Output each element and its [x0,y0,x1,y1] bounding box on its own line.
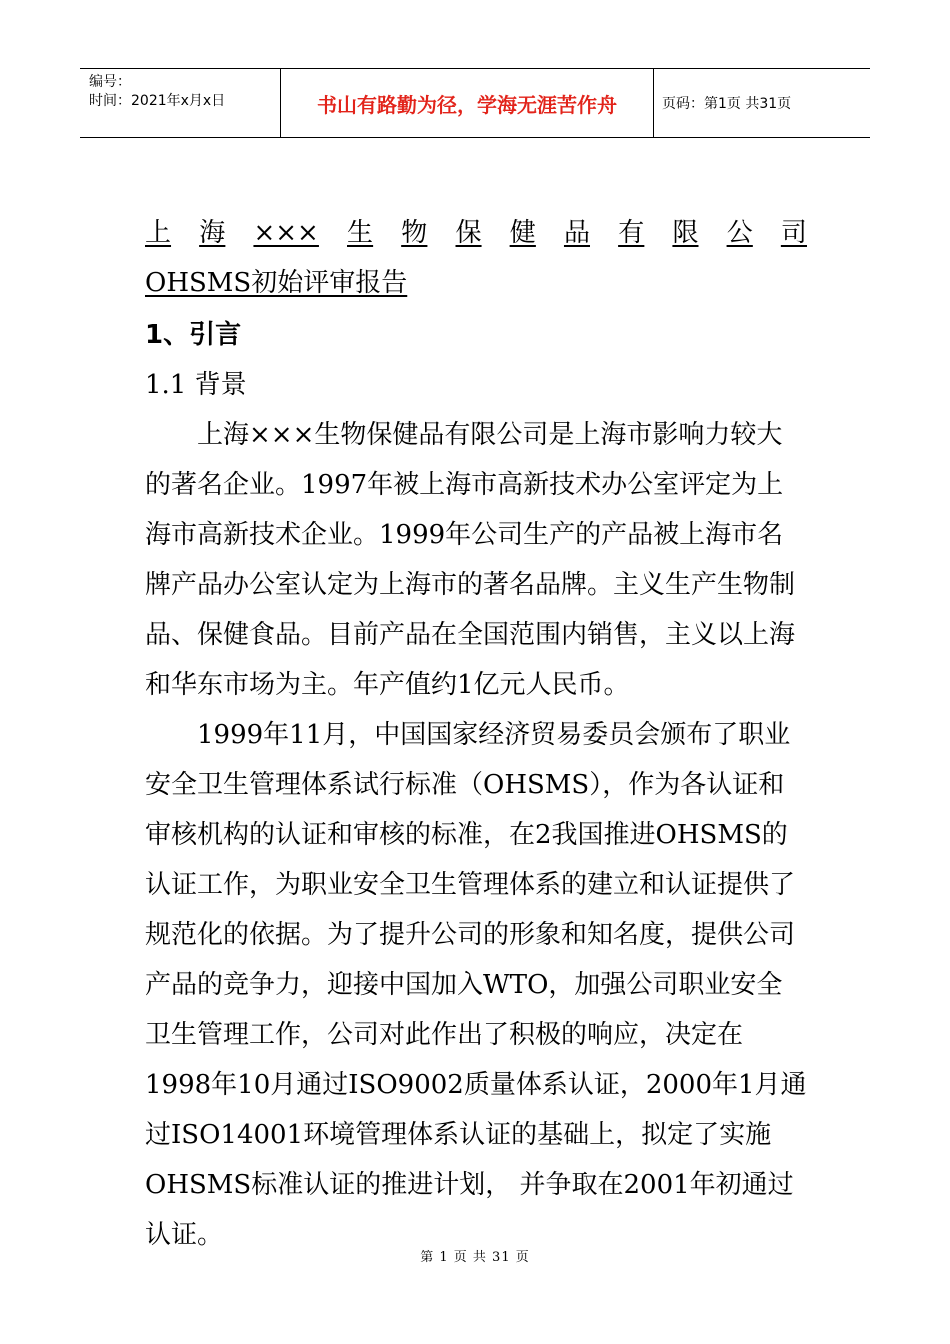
title-char: 上 [145,218,172,248]
header-meta [80,69,281,137]
body-paragraph: 1999年11月，中国国家经济贸易委员会颁布了职业安全卫生管理体系试行标准（OHSMS），作为各认证和审核机构的认证和审核的标准，在2我国推进OHSMS的认证工作，为职业安全卫生管理体系的建立和认证提供了规范化的依据。为了提升公司的形象和知名度，提供公司产品的竞争力，迎接中国加入WTO，加强公司职业安全卫生管理工作，公司对此作出了积极的响应，决定在1998年10月通过ISO9002质量体系认证，2000年1月通过ISO14001环境管理体系认证的基础上，拟定了实施OHSMS标准认证的推进计划， 并争取在2001年初通过认证。 [145,720,807,1250]
header-motto: 书山有路勤为径，学海无涯苦作舟 [281,69,654,137]
title-char: 生 [347,218,374,248]
title-char: 司 [780,218,807,248]
page-header [80,68,870,138]
title-char: 品 [563,218,590,248]
title-char: 限 [672,218,699,248]
document-title-line1 [145,208,807,258]
document-number-label: 编号： [89,74,131,90]
title-char: 公 [726,218,753,248]
title-char: 海 [199,218,226,248]
title-char: 健 [509,218,536,248]
document-body [145,208,807,1260]
body-paragraph: 上海×××生物保健品有限公司是上海市影响力较大的著名企业。1997年被上海市高新技术办公室评定为上海市高新技术企业。1999年公司生产的产品被上海市名牌产品办公室认定为上海市的著名品牌。主义生产生物制品、保健食品。目前产品在全国范围内销售，主义以上海和华东市场为主。年产值约1亿元人民币。 [145,420,796,700]
title-char: 有 [618,218,645,248]
subsection-heading: 1.1 背景 [145,370,247,400]
page-footer: 第 1 页 共 31 页 [420,1250,530,1265]
title-char: 物 [401,218,428,248]
section-heading: 1、引言 [145,320,242,350]
title-char: ××× [253,218,319,248]
document-title-line2 [145,258,807,308]
title-line2-text: OHSMS初始评审报告 [145,268,408,298]
header-page-info: 页码：第1页 共31页 [662,96,792,112]
document-date: 时间：2021年x月x日 [89,93,226,109]
title-char: 保 [455,218,482,248]
